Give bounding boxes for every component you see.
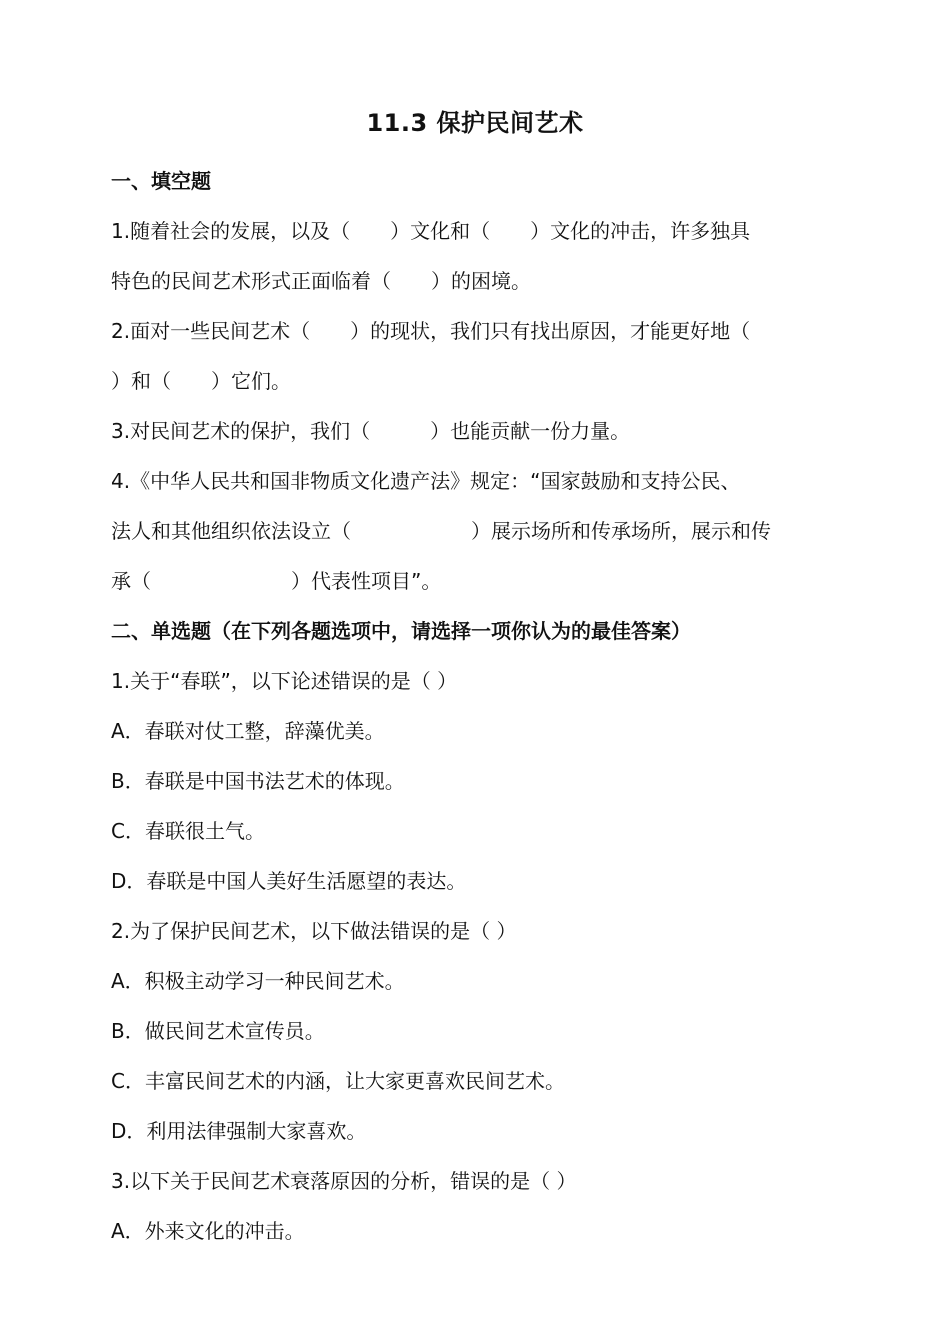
- question-1-stem: 1.关于“春联”，以下论述错误的是（ ）: [111, 669, 458, 693]
- question-1-option-d: D．春联是中国人美好生活愿望的表达。: [111, 869, 467, 893]
- question-1-option-c: C．春联很土气。: [111, 819, 265, 843]
- question-2-stem: 2.为了保护民间艺术，以下做法错误的是（ ）: [111, 919, 517, 943]
- question-1-option-a: A．春联对仗工整，辞藻优美。: [111, 719, 385, 743]
- section-heading-fill-in: 一、填空题: [111, 169, 211, 193]
- fill-in-line-2: 特色的民间艺术形式正面临着（ ）的困境。: [111, 269, 531, 293]
- question-2-option-a: A．积极主动学习一种民间艺术。: [111, 969, 405, 993]
- page-title: 11.3 保护民间艺术: [366, 109, 584, 137]
- fill-in-line-4: ）和（ ）它们。: [111, 369, 291, 393]
- question-3-stem: 3.以下关于民间艺术衰落原因的分析，错误的是（ ）: [111, 1169, 577, 1193]
- question-2-option-c: C．丰富民间艺术的内涵，让大家更喜欢民间艺术。: [111, 1069, 565, 1093]
- fill-in-line-6: 4.《中华人民共和国非物质文化遗产法》规定：“国家鼓励和支持公民、: [111, 469, 741, 493]
- section-heading-single-choice: 二、单选题（在下列各题选项中，请选择一项你认为的最佳答案）: [111, 619, 691, 643]
- question-1-option-b: B．春联是中国书法艺术的体现。: [111, 769, 405, 793]
- question-2-option-d: D．利用法律强制大家喜欢。: [111, 1119, 367, 1143]
- fill-in-line-7: 法人和其他组织依法设立（ ）展示场所和传承场所，展示和传: [111, 519, 771, 543]
- worksheet-content: [111, 156, 841, 1256]
- question-2-option-b: B．做民间艺术宣传员。: [111, 1019, 325, 1043]
- fill-in-line-8: 承（ ）代表性项目”。: [111, 569, 442, 593]
- fill-in-line-3: 2.面对一些民间艺术（ ）的现状，我们只有找出原因，才能更好地（: [111, 319, 751, 343]
- fill-in-line-5: 3.对民间艺术的保护，我们（ ）也能贡献一份力量。: [111, 419, 631, 443]
- fill-in-line-1: 1.随着社会的发展，以及（ ）文化和（ ）文化的冲击，许多独具: [111, 219, 751, 243]
- question-3-option-a: A．外来文化的冲击。: [111, 1219, 305, 1243]
